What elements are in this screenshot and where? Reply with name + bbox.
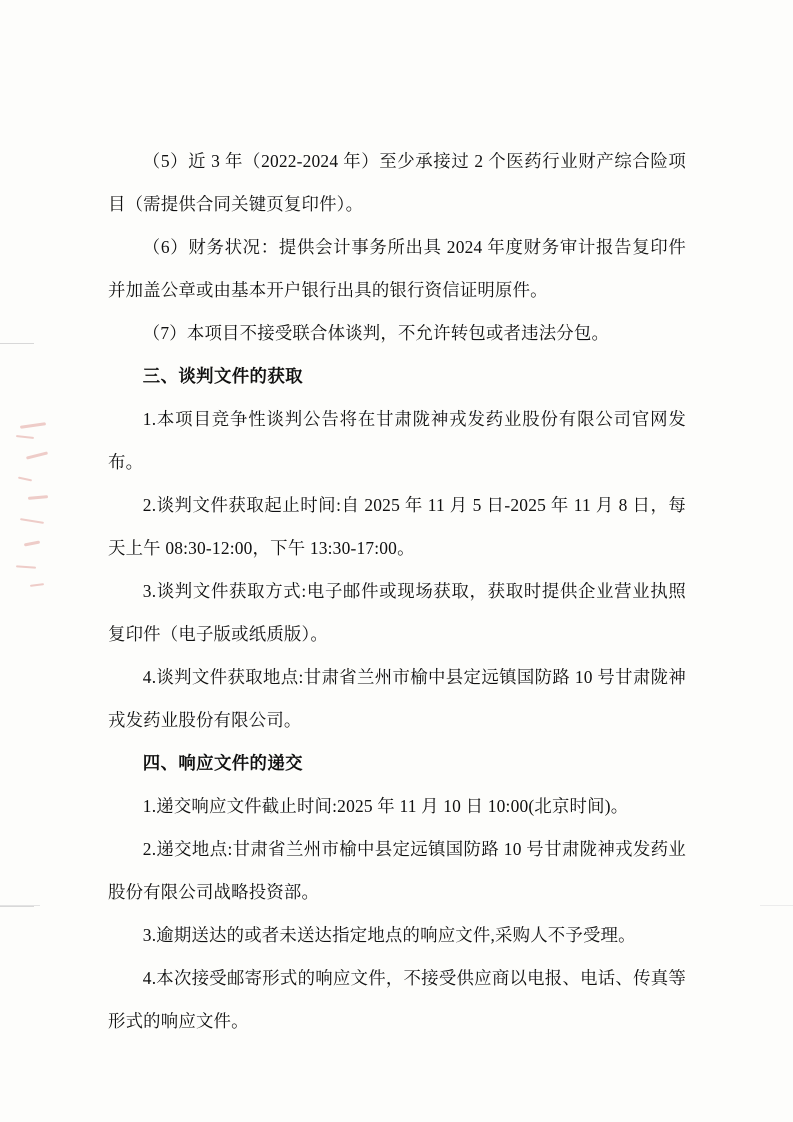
fold-crease-upper (0, 343, 34, 344)
section-four-item-2: 2.递交地点:甘肃省兰州市榆中县定远镇国防路 10 号甘肃陇神戎发药业股份有限公司战略投资部。 (108, 839, 686, 902)
document-body (108, 140, 686, 1043)
section-three-item-3: 3.谈判文件获取方式:电子邮件或现场获取，获取时提供企业营业执照复印件（电子版或纸质版）。 (108, 581, 686, 644)
fold-crease-lower (0, 906, 34, 907)
clause-5: （5）近 3 年（2022-2024 年）至少承接过 2 个医药行业财产综合险项目（需提供合同关键页复印件）。 (108, 151, 686, 214)
section-three-item-2: 2.谈判文件获取起止时间:自 2025 年 11 月 5 日-2025 年 11 月 8 日，每天上午 08:30-12:00，下午 13:30-17:00。 (108, 495, 686, 558)
section-four-item-3: 3.逾期送达的或者未送达指定地点的响应文件,采购人不予受理。 (142, 925, 636, 945)
section-three-item-1: 1.本项目竞争性谈判公告将在甘肃陇神戎发药业股份有限公司官网发布。 (108, 409, 686, 472)
red-stamp-residue-icon (14, 420, 60, 600)
section-three-item-4: 4.谈判文件获取地点:甘肃省兰州市榆中县定远镇国防路 10 号甘肃陇神戎发药业股份有限公司。 (108, 667, 686, 730)
section-heading-three: 三、谈判文件的获取 (142, 366, 303, 386)
section-four-item-1: 1.递交响应文件截止时间:2025 年 11 月 10 日 10:00(北京时间)。 (142, 796, 629, 816)
section-four-item-4: 4.本次接受邮寄形式的响应文件，不接受供应商以电报、电话、传真等形式的响应文件。 (108, 968, 686, 1031)
clause-6: （6）财务状况：提供会计事务所出具 2024 年度财务审计报告复印件并加盖公章或由基本开户银行出具的银行资信证明原件。 (108, 237, 686, 300)
clause-7: （7）本项目不接受联合体谈判，不允许转包或者违法分包。 (142, 323, 610, 343)
section-heading-four: 四、响应文件的递交 (142, 753, 303, 773)
